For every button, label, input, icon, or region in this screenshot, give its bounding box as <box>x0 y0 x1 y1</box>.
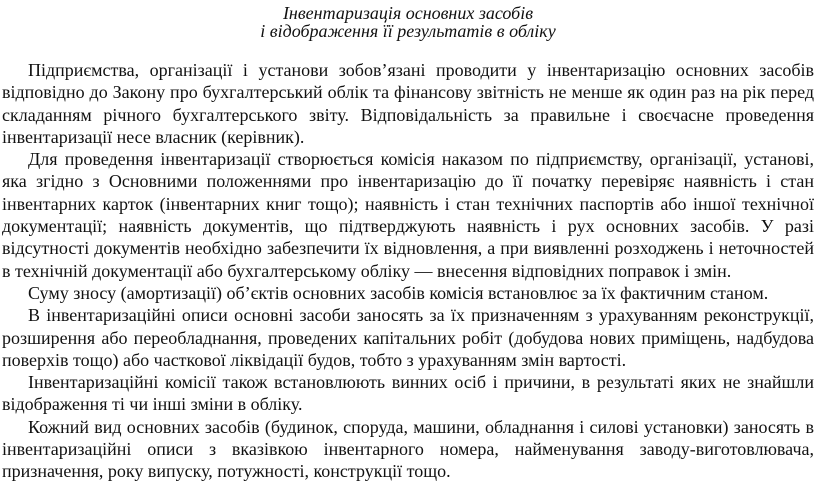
paragraph-asset-types: Кожний вид основних засобів (будинок, споруда, машини, обладнання і силові установки) заносять в інвентаризаційні описи з вказівкою інвентарного номера, найменування заводу-виготовлювача, призначення, року випуску, потужності, конструкції тощо. <box>2 416 814 482</box>
paragraph-inventory-obligation: Підприємства, організації і установи зобов’язані проводити у інвентаризацію основних засобів відповідно до Закону про бухгалтерський облік та фінансову звітність не менше як один раз на рік перед складанням річного бухгалтерського звіту. Відповідальність за правильне і своєчасне проведення інвентаризації несе власник (керівник). <box>2 60 814 147</box>
paragraph-inventory-commission: Для проведення інвентаризації створюється комісія наказом по підприємству, організації, установі, яка згідно з Основними положеннями про інвентаризацію до її початку перевіряє наявність і стан інвентарних карток (інвентарних книг тощо); наявність і стан технічних паспортів або іншої технічної документації; наявність документів, що підтверджують наявність і рух основних засобів. У разі відсутності документів необхідно забезпечити їх відновлення, а при виявленні розходжень і неточностей в технічній документації або бухгалтерському обліку — внесення відповідних поправок і змін. <box>2 149 814 281</box>
paragraph-responsible-persons: Інвентаризаційні комісії також встановлюють винних осіб і причини, в результаті яких не знайшли відображення ті чи інші зміни в обліку. <box>2 372 814 415</box>
document-title-line-2: і відображення її результатів в обліку <box>260 21 556 41</box>
paragraph-depreciation: Суму зносу (амортизації) об’єктів основних засобів комісія встановлює за їх фактичним станом. <box>28 282 769 303</box>
paragraph-inventory-lists: В інвентаризаційні описи основні засоби заносять за їх призначенням з урахуванням реконструкції, розширення або переобладнання, проведених капітальних робіт (добудова нових приміщень, надбудова поверхів тощо) або часткової ліквідації будов, тобто з урахуванням змін вартості. <box>2 305 814 370</box>
document-title-line-1: Інвентаризація основних засобів <box>282 3 534 23</box>
document-body <box>2 59 814 483</box>
